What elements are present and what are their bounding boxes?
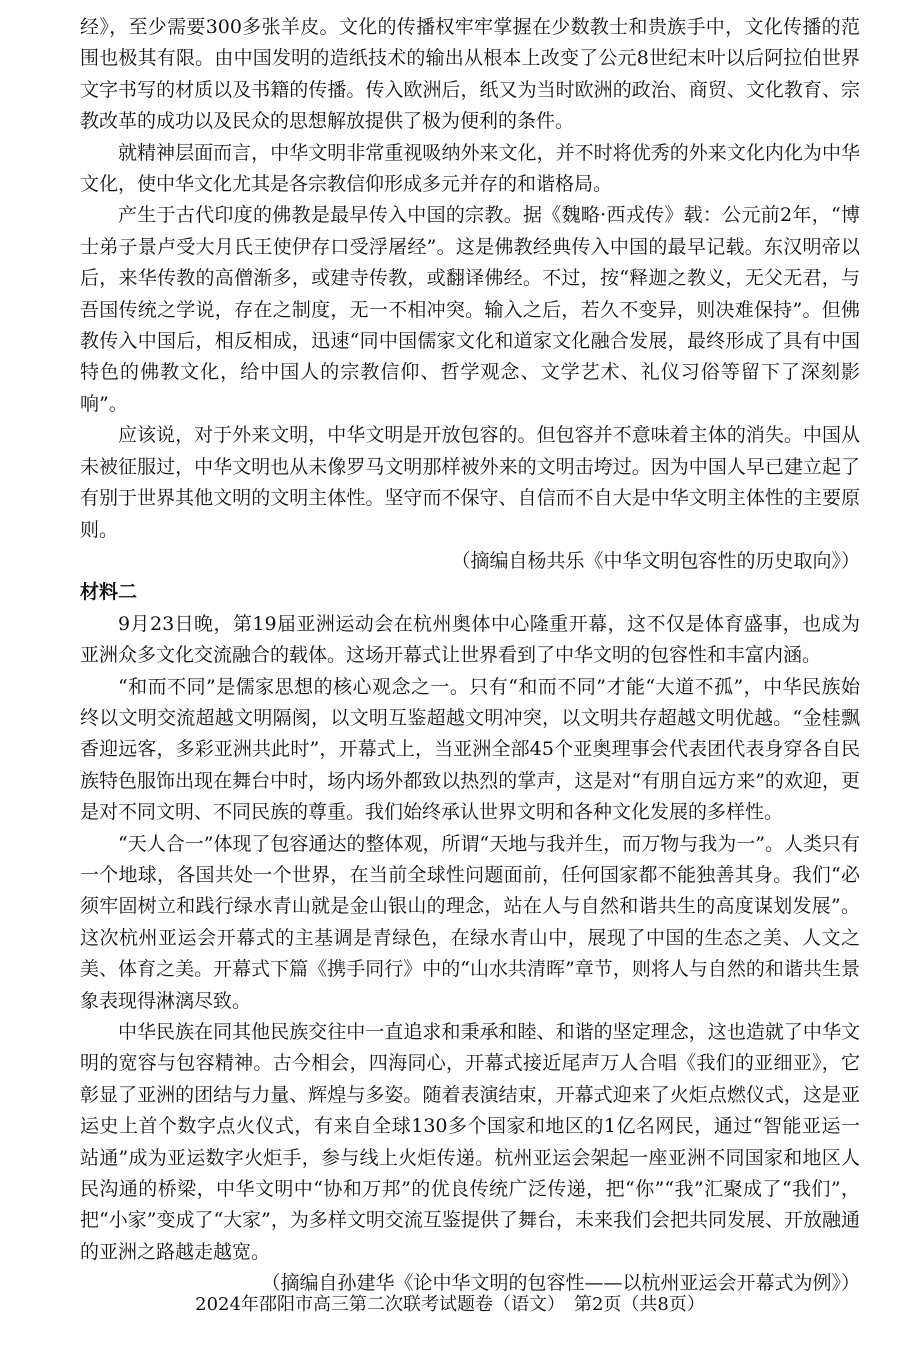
- page-footer: 2024年邵阳市高三第二次联考试题卷（语文） 第2页（共8页）: [195, 1294, 705, 1315]
- section-heading-material2: 材料二: [80, 581, 138, 604]
- source-citation-2: （摘编自孙建华《论中华文明的包容性——以杭州亚运会开幕式为例》）: [261, 1272, 860, 1295]
- paragraph-material1-4: 应该说，对于外来文明，中华文明是开放包容的。但包容并不意味着主体的消失。中国从未被征服过，中华文明也从未像罗马文明那样被外来的文明击垮过。因为中国人早已建立起了有别于世界其他文明的文明主体性。坚守而不保守、自信而不自大是中华文明主体性的主要原则。: [80, 424, 860, 541]
- paragraph-material1-3: 产生于古代印度的佛教是最早传入中国的宗教。据《魏略·西戎传》载：公元前2年，“博士弟子景卢受大月氏王使伊存口受浮屠经”。这是佛教经典传入中国的最早记载。东汉明帝以后，来华传教的高僧渐多，或建寺传教，或翻译佛经。不过，按“释迦之教义，无父无君，与吾国传统之学说，存在之制度，无一不相冲突。输入之后，若久不变异，则决难保持”。但佛教传入中国后，相反相成，迅速“同中国儒家文化和道家文化融合发展，最终形成了具有中国特色的佛教文化，给中国人的宗教信仰、哲学观念、文学艺术、礼仪习俗等留下了深刻影响”。: [80, 204, 860, 415]
- paragraph-material2-2: “和而不同”是儒家思想的核心观念之一。只有“和而不同”才能“大道不孤”，中华民族始终以文明交流超越文明隔阂，以文明互鉴超越文明冲突，以文明共存超越文明优越。“金桂飘香迎远客，多彩亚洲共此时”，开幕式上，当亚洲全部45个亚奥理事会代表团代表身穿各自民族特色服饰出现在舞台中时，场内场外都致以热烈的掌声，这是对“有朋自远方来”的欢迎，更是对不同文明、不同民族的尊重。我们始终承认世界文明和各种文化发展的多样性。: [80, 675, 860, 824]
- paragraph-material1-1: 经》，至少需要300多张羊皮。文化的传播权牢牢掌握在少数教士和贵族手中，文化传播的范围也极其有限。由中国发明的造纸技术的输出从根本上改变了公元8世纪末叶以后阿拉伯世界文字书写的材质以及书籍的传播。传入欧洲后，纸又为当时欧洲的政治、商贸、文化教育、宗教改革的成功以及民众的思想解放提供了极为便利的条件。: [80, 16, 860, 133]
- paragraph-material2-4: 中华民族在同其他民族交往中一直追求和秉承和睦、和谐的坚定理念，这也造就了中华文明的宽容与包容精神。古今相会，四海同心，开幕式接近尾声万人合唱《我们的亚细亚》，它彰显了亚洲的团结与力量、辉煌与多姿。随着表演结束，开幕式迎来了火炬点燃仪式，这是亚运史上首个数字点火仪式，有来自全球130多个国家和地区的1亿名网民，通过“智能亚运一站通”成为亚运数字火炬手，参与线上火炬传递。杭州亚运会架起一座亚洲不同国家和地区人民沟通的桥梁，中华文明中“协和万邦”的优良传统广泛传递，把“你”“我”汇聚成了“我们”，把“小家”变成了“大家”，为多样文明交流互鉴提供了舞台，未来我们会把共同发展、开放融通的亚洲之路越走越宽。: [80, 1021, 860, 1263]
- source-citation-1: （摘编自杨共乐《中华文明包容性的历史取向》）: [451, 549, 860, 572]
- paragraph-material2-1: 9月23日晚，第19届亚洲运动会在杭州奥体中心隆重开幕，这不仅是体育盛事，也成为亚洲众多文化交流融合的载体。这场开幕式让世界看到了中华文明的包容性和丰富内涵。: [80, 612, 860, 667]
- paragraph-material1-2: 就精神层面而言，中华文明非常重视吸纳外来文化，并不时将优秀的外来文化内化为中华文化，使中华文化尤其是各宗教信仰形成多元并存的和谐格局。: [80, 141, 860, 196]
- paragraph-material2-3: “天人合一”体现了包容通达的整体观，所谓“天地与我并生，而万物与我为一”。人类只有一个地球，各国共处一个世界，在当前全球性问题面前，任何国家都不能独善其身。我们“必须牢固树立和践行绿水青山就是金山银山的理念，站在人与自然和谐共生的高度谋划发展”。这次杭州亚运会开幕式的主基调是青绿色，在绿水青山中，展现了中国的生态之美、人文之美、体育之美。开幕式下篇《携手同行》中的“山水共清晖”章节，则将人与自然的和谐共生景象表现得淋漓尽致。: [80, 832, 860, 1012]
